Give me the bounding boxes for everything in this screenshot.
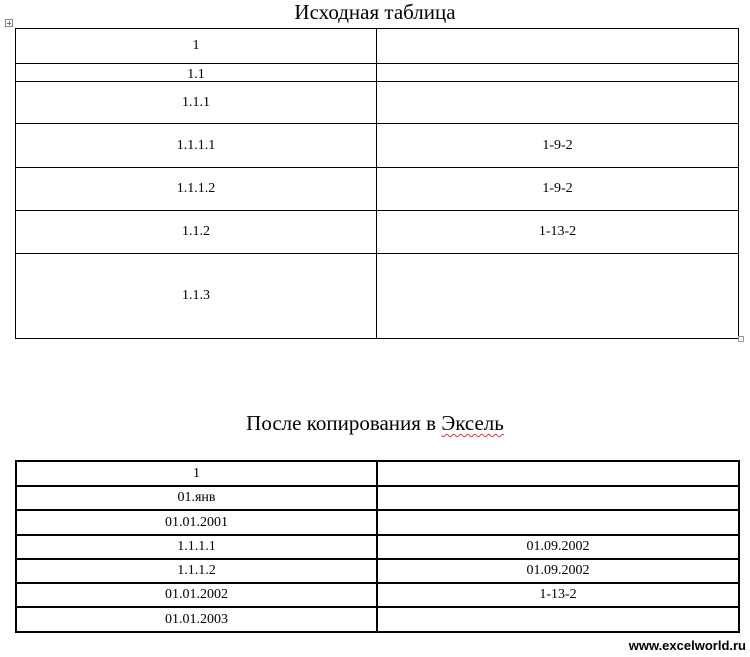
table-row (16, 211, 739, 254)
misspelled-word[interactable]: Эксель (441, 411, 504, 435)
excel-cell[interactable]: 01.09.2002 (377, 535, 739, 559)
source-table-title: Исходная таблица (294, 0, 456, 24)
table-row (16, 461, 739, 486)
table-row (16, 607, 739, 632)
table-row (16, 510, 739, 535)
excel-cell[interactable]: 1-13-2 (377, 583, 739, 607)
table-row (16, 64, 739, 82)
table-move-handle-icon[interactable] (5, 19, 13, 27)
source-cell[interactable]: 1.1.3 (16, 254, 377, 339)
table-row (16, 254, 739, 339)
watermark: www.excelworld.ru (628, 638, 746, 653)
source-cell[interactable] (377, 64, 739, 82)
table-row (16, 82, 739, 124)
source-cell[interactable]: 1.1 (16, 64, 377, 82)
excel-cell[interactable] (377, 486, 739, 510)
excel-table (15, 460, 740, 633)
excel-cell[interactable] (377, 607, 739, 632)
table-row (16, 486, 739, 510)
source-cell[interactable]: 1-9-2 (377, 124, 739, 168)
source-cell[interactable]: 1.1.1.1 (16, 124, 377, 168)
table-resize-handle-icon[interactable] (738, 336, 744, 342)
excel-cell[interactable]: 01.09.2002 (377, 559, 739, 583)
source-cell[interactable]: 1.1.1 (16, 82, 377, 124)
source-cell[interactable]: 1.1.2 (16, 211, 377, 254)
source-table (15, 28, 739, 339)
table-row (16, 168, 739, 211)
excel-cell[interactable]: 1 (16, 461, 377, 486)
source-cell[interactable] (377, 29, 739, 64)
table-row (16, 29, 739, 64)
source-cell[interactable]: 1.1.1.2 (16, 168, 377, 211)
table-row (16, 559, 739, 583)
excel-table-title (0, 411, 750, 435)
excel-cell[interactable]: 1.1.1.1 (16, 535, 377, 559)
excel-cell[interactable]: 01.01.2002 (16, 583, 377, 607)
table-row (16, 535, 739, 559)
table-row (16, 124, 739, 168)
excel-cell[interactable]: 01.янв (16, 486, 377, 510)
source-cell[interactable]: 1-13-2 (377, 211, 739, 254)
source-cell[interactable]: 1-9-2 (377, 168, 739, 211)
excel-cell[interactable] (377, 510, 739, 535)
excel-cell[interactable]: 01.01.2001 (16, 510, 377, 535)
source-cell[interactable] (377, 254, 739, 339)
excel-cell[interactable]: 1.1.1.2 (16, 559, 377, 583)
excel-cell[interactable] (377, 461, 739, 486)
source-cell[interactable]: 1 (16, 29, 377, 64)
source-cell[interactable] (377, 82, 739, 124)
excel-title-text: После копирования в (246, 411, 442, 435)
table-row (16, 583, 739, 607)
excel-cell[interactable]: 01.01.2003 (16, 607, 377, 632)
